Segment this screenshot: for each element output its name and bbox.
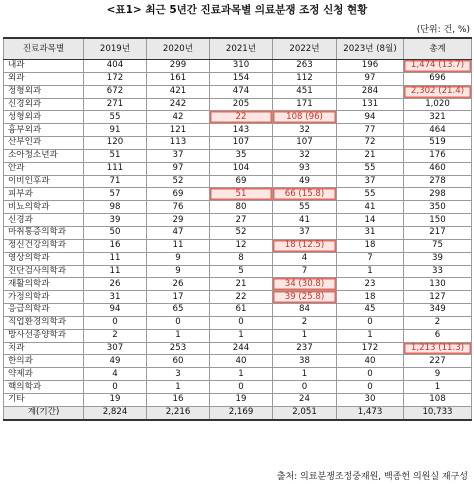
value-cell-total: 460 <box>404 162 472 175</box>
value-cell-y2023: 55 <box>337 162 404 175</box>
value-cell-y2021: 12 <box>210 239 273 252</box>
value-cell-y2022: 2 <box>273 316 337 329</box>
dept-cell: 약제과 <box>4 368 84 381</box>
value-cell-y2023: 21 <box>337 149 404 162</box>
table-row <box>4 98 472 111</box>
value-cell-total: 75 <box>404 239 472 252</box>
value-cell-y2022: 32 <box>273 124 337 137</box>
value-cell-y2023: 284 <box>337 85 404 98</box>
dept-cell: 신경외과 <box>4 98 84 111</box>
value-cell-y2022: 0 <box>273 381 337 394</box>
value-cell-y2023: 0 <box>337 368 404 381</box>
value-cell-y2019: 31 <box>84 291 147 304</box>
table-row <box>4 355 472 368</box>
dept-cell: 방사선종양학과 <box>4 329 84 342</box>
value-cell-y2019: 57 <box>84 188 147 201</box>
value-cell-y2021: 104 <box>210 162 273 175</box>
value-cell-y2020: 421 <box>147 85 210 98</box>
value-cell-y2020: 113 <box>147 137 210 150</box>
value-cell-y2021: 5 <box>210 265 273 278</box>
total-row <box>4 406 472 419</box>
value-cell-y2019: 4 <box>84 368 147 381</box>
value-cell-y2023: 37 <box>337 175 404 188</box>
col-header-2021: 2021년 <box>210 38 273 60</box>
dept-cell: 치과 <box>4 342 84 355</box>
value-cell-total: 1,020 <box>404 98 472 111</box>
value-cell-y2020: 29 <box>147 214 210 227</box>
value-cell-y2019: 91 <box>84 124 147 137</box>
dept-cell: 성형외과 <box>4 111 84 124</box>
table-row <box>4 188 472 201</box>
value-cell-y2020: 60 <box>147 355 210 368</box>
value-cell-y2019: 55 <box>84 111 147 124</box>
value-cell-y2021: 35 <box>210 149 273 162</box>
value-cell-y2021: 205 <box>210 98 273 111</box>
value-cell-y2022: 37 <box>273 226 337 239</box>
value-cell-y2022: 55 <box>273 201 337 214</box>
value-cell-y2022: 451 <box>273 85 337 98</box>
value-cell-total: 298 <box>404 188 472 201</box>
value-cell-y2021: 51 <box>210 188 273 201</box>
value-cell-y2022: 263 <box>273 60 337 73</box>
value-cell-y2020: 47 <box>147 226 210 239</box>
value-cell-y2019: 0 <box>84 381 147 394</box>
value-cell-total: 217 <box>404 226 472 239</box>
table-row <box>4 393 472 406</box>
value-cell-y2019: 2 <box>84 329 147 342</box>
total-2022: 2,051 <box>273 406 337 419</box>
value-cell-y2022: 84 <box>273 304 337 317</box>
value-cell-total: 350 <box>404 201 472 214</box>
value-cell-y2023: 18 <box>337 291 404 304</box>
value-cell-y2019: 39 <box>84 214 147 227</box>
table-row <box>4 72 472 85</box>
value-cell-y2021: 1 <box>210 329 273 342</box>
value-cell-y2022: 39 (25.8) <box>273 291 337 304</box>
value-cell-y2021: 21 <box>210 278 273 291</box>
dept-cell: 소아청소년과 <box>4 149 84 162</box>
value-cell-y2019: 0 <box>84 316 147 329</box>
value-cell-y2019: 50 <box>84 226 147 239</box>
table-row <box>4 175 472 188</box>
value-cell-y2021: 80 <box>210 201 273 214</box>
value-cell-y2022: 49 <box>273 175 337 188</box>
total-2021: 2,169 <box>210 406 273 419</box>
value-cell-y2023: 55 <box>337 188 404 201</box>
dept-cell: 신경과 <box>4 214 84 227</box>
value-cell-total: 127 <box>404 291 472 304</box>
total-2023: 1,473 <box>337 406 404 419</box>
value-cell-y2022: 171 <box>273 98 337 111</box>
value-cell-y2022: 34 (30.8) <box>273 278 337 291</box>
value-cell-total: 696 <box>404 72 472 85</box>
value-cell-y2021: 1 <box>210 368 273 381</box>
value-cell-y2022: 112 <box>273 72 337 85</box>
value-cell-y2020: 242 <box>147 98 210 111</box>
value-cell-y2021: 19 <box>210 393 273 406</box>
value-cell-y2021: 244 <box>210 342 273 355</box>
value-cell-y2023: 0 <box>337 316 404 329</box>
table-title: <표1> 최근 5년간 진료과목별 의료분쟁 조정 신청 현황 <box>106 4 368 16</box>
value-cell-y2020: 97 <box>147 162 210 175</box>
col-header-dept: 진료과목별 <box>4 38 84 60</box>
value-cell-y2023: 196 <box>337 60 404 73</box>
value-cell-y2020: 26 <box>147 278 210 291</box>
value-cell-y2023: 31 <box>337 226 404 239</box>
dept-cell: 핵의학과 <box>4 381 84 394</box>
value-cell-y2022: 4 <box>273 252 337 265</box>
value-cell-y2021: 310 <box>210 60 273 73</box>
value-cell-y2023: 72 <box>337 137 404 150</box>
total-2019: 2,824 <box>84 406 147 419</box>
value-cell-y2019: 71 <box>84 175 147 188</box>
table-body <box>4 60 472 407</box>
header-row <box>4 38 472 60</box>
dept-cell: 직업환경의학과 <box>4 316 84 329</box>
value-cell-y2019: 111 <box>84 162 147 175</box>
dept-cell: 진단검사의학과 <box>4 265 84 278</box>
dept-cell: 한의과 <box>4 355 84 368</box>
table-row <box>4 162 472 175</box>
dept-cell: 정신건강의학과 <box>4 239 84 252</box>
value-cell-y2023: 1 <box>337 265 404 278</box>
value-cell-total: 278 <box>404 175 472 188</box>
value-cell-y2022: 18 (12.5) <box>273 239 337 252</box>
dept-cell: 가정의학과 <box>4 291 84 304</box>
table-row <box>4 149 472 162</box>
table-row <box>4 316 472 329</box>
value-cell-total: 176 <box>404 149 472 162</box>
value-cell-total: 349 <box>404 304 472 317</box>
value-cell-total: 39 <box>404 252 472 265</box>
value-cell-total: 130 <box>404 278 472 291</box>
col-header-2022: 2022년 <box>273 38 337 60</box>
value-cell-total: 9 <box>404 368 472 381</box>
total-sum: 10,733 <box>404 406 472 419</box>
value-cell-y2022: 32 <box>273 149 337 162</box>
value-cell-y2019: 94 <box>84 304 147 317</box>
col-header-total: 총계 <box>404 38 472 60</box>
col-header-2023: 2023년 (8월) <box>337 38 404 60</box>
value-cell-total: 519 <box>404 137 472 150</box>
value-cell-y2020: 76 <box>147 201 210 214</box>
col-header-2020: 2020년 <box>147 38 210 60</box>
value-cell-y2019: 404 <box>84 60 147 73</box>
value-cell-y2023: 97 <box>337 72 404 85</box>
table-row <box>4 124 472 137</box>
value-cell-y2021: 27 <box>210 214 273 227</box>
value-cell-y2020: 253 <box>147 342 210 355</box>
dept-cell: 내과 <box>4 60 84 73</box>
value-cell-y2023: 30 <box>337 393 404 406</box>
value-cell-y2020: 65 <box>147 304 210 317</box>
value-cell-y2020: 17 <box>147 291 210 304</box>
source-note: 출처: 의료분쟁조정중재원, 백종헌 의원실 재구성 <box>276 472 468 482</box>
value-cell-y2021: 61 <box>210 304 273 317</box>
value-cell-y2020: 52 <box>147 175 210 188</box>
value-cell-y2019: 11 <box>84 252 147 265</box>
value-cell-y2022: 237 <box>273 342 337 355</box>
value-cell-y2020: 11 <box>147 239 210 252</box>
table-row <box>4 85 472 98</box>
table-row <box>4 226 472 239</box>
total-label: 계(기간) <box>4 406 84 419</box>
value-cell-total: 321 <box>404 111 472 124</box>
value-cell-y2021: 8 <box>210 252 273 265</box>
value-cell-y2021: 22 <box>210 291 273 304</box>
value-cell-y2019: 11 <box>84 265 147 278</box>
value-cell-y2019: 98 <box>84 201 147 214</box>
value-cell-y2022: 107 <box>273 137 337 150</box>
value-cell-total: 1 <box>404 381 472 394</box>
dept-cell: 흉부외과 <box>4 124 84 137</box>
value-cell-y2022: 1 <box>273 368 337 381</box>
value-cell-y2023: 45 <box>337 304 404 317</box>
value-cell-y2023: 23 <box>337 278 404 291</box>
value-cell-y2019: 49 <box>84 355 147 368</box>
dept-cell: 응급의학과 <box>4 304 84 317</box>
value-cell-y2023: 94 <box>337 111 404 124</box>
value-cell-y2023: 131 <box>337 98 404 111</box>
value-cell-y2021: 22 <box>210 111 273 124</box>
value-cell-y2021: 474 <box>210 85 273 98</box>
table-row <box>4 214 472 227</box>
value-cell-y2020: 0 <box>147 316 210 329</box>
value-cell-y2023: 172 <box>337 342 404 355</box>
table-row <box>4 111 472 124</box>
value-cell-y2019: 672 <box>84 85 147 98</box>
table-row <box>4 342 472 355</box>
col-header-2019: 2019년 <box>84 38 147 60</box>
unit-note: (단위: 건, %) <box>416 25 470 35</box>
table-row <box>4 201 472 214</box>
value-cell-y2023: 14 <box>337 214 404 227</box>
value-cell-y2023: 1 <box>337 329 404 342</box>
dept-cell: 비뇨의학과 <box>4 201 84 214</box>
value-cell-y2023: 7 <box>337 252 404 265</box>
value-cell-y2022: 7 <box>273 265 337 278</box>
value-cell-total: 108 <box>404 393 472 406</box>
dept-cell: 외과 <box>4 72 84 85</box>
value-cell-total: 6 <box>404 329 472 342</box>
value-cell-y2020: 3 <box>147 368 210 381</box>
table-row <box>4 252 472 265</box>
table-row <box>4 239 472 252</box>
value-cell-y2023: 18 <box>337 239 404 252</box>
value-cell-y2021: 107 <box>210 137 273 150</box>
value-cell-y2019: 307 <box>84 342 147 355</box>
dept-cell: 영상의학과 <box>4 252 84 265</box>
value-cell-y2023: 0 <box>337 381 404 394</box>
value-cell-y2021: 52 <box>210 226 273 239</box>
dept-cell: 기타 <box>4 393 84 406</box>
dept-cell: 이비인후과 <box>4 175 84 188</box>
value-cell-y2019: 19 <box>84 393 147 406</box>
value-cell-total: 2 <box>404 316 472 329</box>
dept-cell: 피부과 <box>4 188 84 201</box>
table-row <box>4 278 472 291</box>
dept-cell: 안과 <box>4 162 84 175</box>
dispute-table <box>3 37 472 421</box>
value-cell-y2020: 16 <box>147 393 210 406</box>
table-row <box>4 368 472 381</box>
table-row <box>4 381 472 394</box>
value-cell-y2022: 38 <box>273 355 337 368</box>
value-cell-y2023: 77 <box>337 124 404 137</box>
value-cell-y2021: 40 <box>210 355 273 368</box>
value-cell-y2019: 51 <box>84 149 147 162</box>
value-cell-y2021: 0 <box>210 316 273 329</box>
value-cell-total: 33 <box>404 265 472 278</box>
value-cell-y2020: 299 <box>147 60 210 73</box>
value-cell-y2020: 37 <box>147 149 210 162</box>
total-2020: 2,216 <box>147 406 210 419</box>
value-cell-y2019: 26 <box>84 278 147 291</box>
value-cell-y2020: 9 <box>147 252 210 265</box>
value-cell-total: 1,213 (11.3) <box>404 342 472 355</box>
value-cell-y2022: 93 <box>273 162 337 175</box>
value-cell-y2022: 66 (15.8) <box>273 188 337 201</box>
value-cell-y2021: 143 <box>210 124 273 137</box>
table-row <box>4 265 472 278</box>
value-cell-y2021: 69 <box>210 175 273 188</box>
table-row <box>4 329 472 342</box>
table-row <box>4 60 472 73</box>
value-cell-y2020: 1 <box>147 329 210 342</box>
table-row <box>4 291 472 304</box>
table-row <box>4 304 472 317</box>
value-cell-y2020: 1 <box>147 381 210 394</box>
value-cell-y2020: 9 <box>147 265 210 278</box>
value-cell-total: 227 <box>404 355 472 368</box>
value-cell-y2022: 108 (96) <box>273 111 337 124</box>
value-cell-y2019: 16 <box>84 239 147 252</box>
value-cell-y2023: 40 <box>337 355 404 368</box>
table-row <box>4 137 472 150</box>
value-cell-y2020: 42 <box>147 111 210 124</box>
value-cell-y2020: 161 <box>147 72 210 85</box>
dept-cell: 재활의학과 <box>4 278 84 291</box>
value-cell-total: 2,302 (21.4) <box>404 85 472 98</box>
value-cell-y2021: 0 <box>210 381 273 394</box>
value-cell-y2020: 121 <box>147 124 210 137</box>
value-cell-total: 150 <box>404 214 472 227</box>
value-cell-total: 464 <box>404 124 472 137</box>
value-cell-y2021: 154 <box>210 72 273 85</box>
value-cell-total: 1,474 (13.7) <box>404 60 472 73</box>
dept-cell: 마취통증의학과 <box>4 226 84 239</box>
value-cell-y2020: 69 <box>147 188 210 201</box>
value-cell-y2019: 271 <box>84 98 147 111</box>
value-cell-y2022: 24 <box>273 393 337 406</box>
value-cell-y2023: 41 <box>337 201 404 214</box>
value-cell-y2022: 41 <box>273 214 337 227</box>
value-cell-y2019: 172 <box>84 72 147 85</box>
value-cell-y2022: 1 <box>273 329 337 342</box>
dept-cell: 산부인과 <box>4 137 84 150</box>
value-cell-y2019: 120 <box>84 137 147 150</box>
dept-cell: 정형외과 <box>4 85 84 98</box>
